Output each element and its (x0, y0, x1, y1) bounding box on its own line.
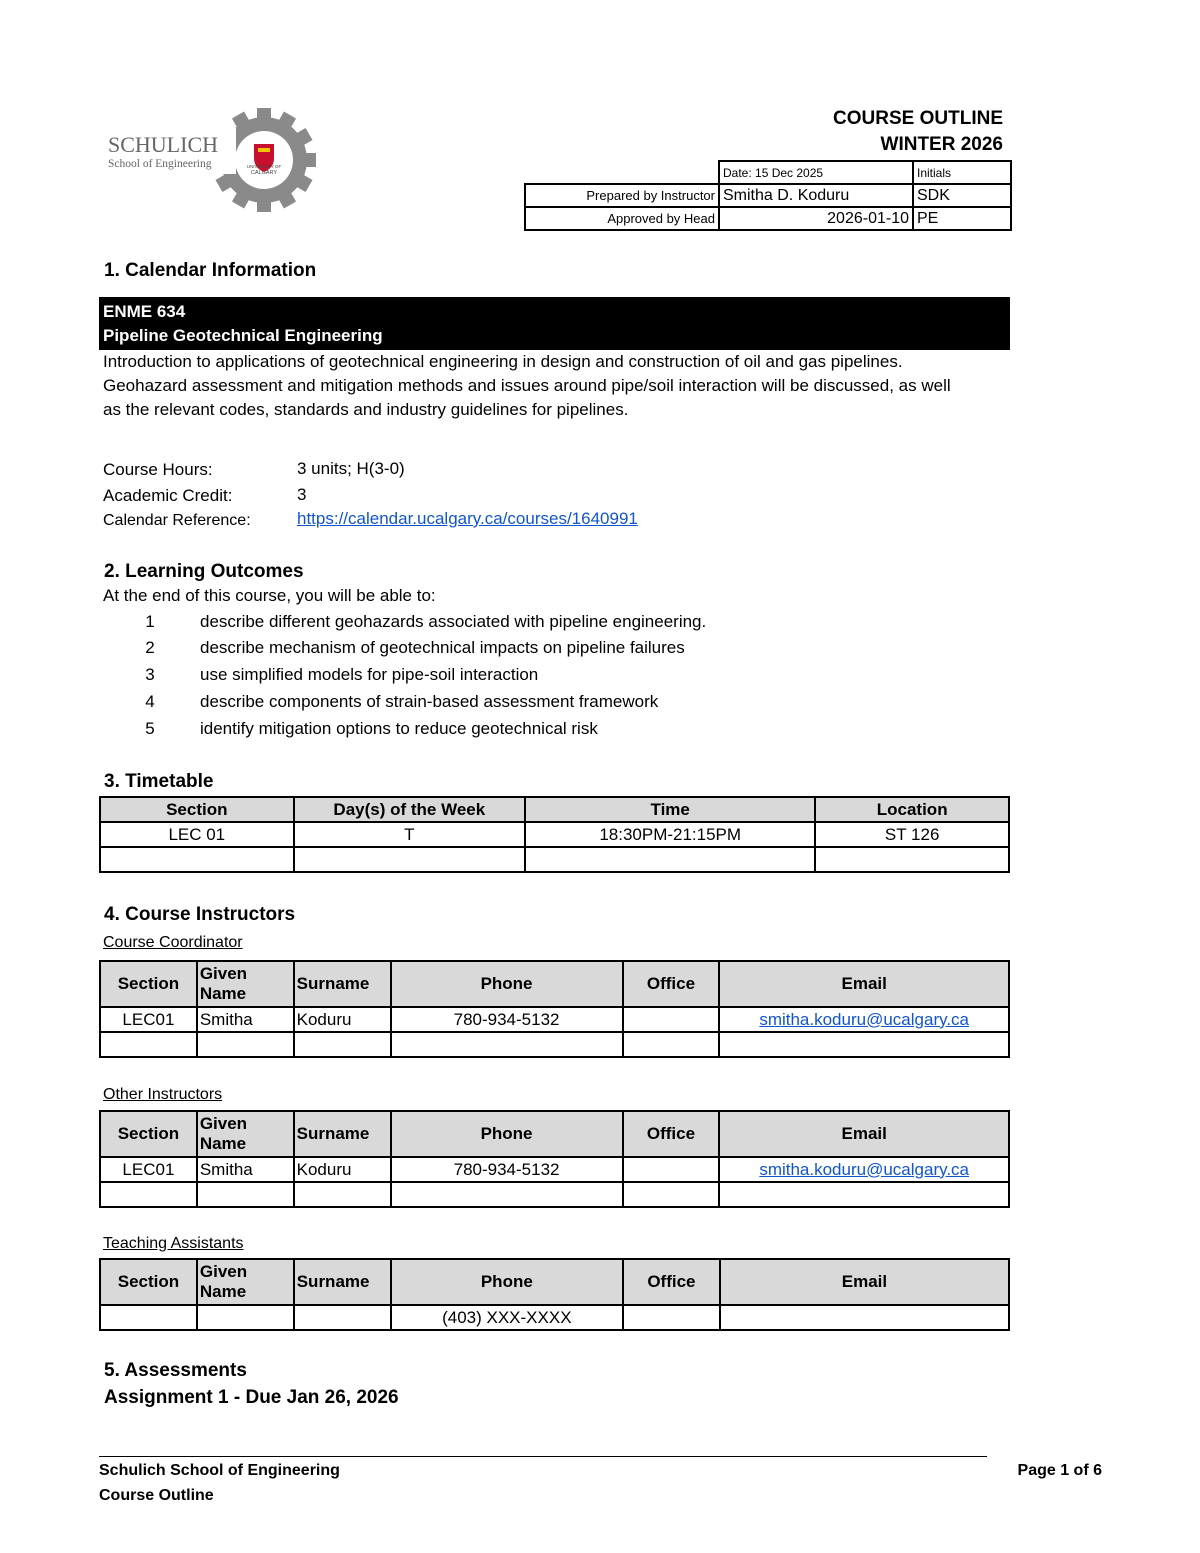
cell: LEC01 (100, 1007, 197, 1032)
cell (197, 1305, 294, 1330)
cell: 18:30PM-21:15PM (525, 822, 815, 847)
cell (294, 1305, 391, 1330)
outcome-text: identify mitigation options to reduce geotechnical risk (200, 719, 598, 738)
cell: LEC01 (100, 1157, 197, 1182)
prepared-name: Smitha D. Koduru (719, 184, 913, 207)
cell (294, 1182, 391, 1207)
assessments-heading: 5. Assessments (104, 1360, 247, 1381)
reference-label: Calendar Reference: (103, 512, 251, 529)
col-header: Given Name (197, 961, 294, 1007)
prepared-label: Prepared by Instructor (525, 184, 719, 207)
table-row (100, 1007, 1009, 1032)
credit-value: 3 (297, 485, 307, 504)
cell (719, 1182, 1009, 1207)
col-header: Surname (294, 1111, 391, 1157)
table-row (100, 1305, 1009, 1330)
cell: Koduru (294, 1007, 391, 1032)
table-row (100, 1157, 1009, 1182)
svg-text:UNIVERSITY OF: UNIVERSITY OF (246, 164, 282, 169)
cell (623, 1157, 720, 1182)
cell (623, 1032, 720, 1057)
hours-label: Course Hours: (103, 460, 213, 479)
outcome-text: describe mechanism of geotechnical impacts on pipeline failures (200, 638, 685, 657)
col-header: Surname (294, 961, 391, 1007)
cell (294, 847, 525, 872)
table-row (100, 1182, 1009, 1207)
other-instructors-table (99, 1110, 1010, 1208)
outcome-number: 2 (145, 638, 155, 657)
cell (525, 847, 815, 872)
approved-initials: PE (913, 207, 1011, 230)
course-title: Pipeline Geotechnical Engineering (103, 326, 383, 345)
col-header: Section (100, 961, 197, 1007)
col-header: Given Name (197, 1259, 294, 1305)
doc-title: COURSE OUTLINE (833, 108, 1003, 129)
svg-text:SCHULICH: SCHULICH (108, 132, 219, 157)
initials-header: Initials (913, 161, 1011, 184)
email-link[interactable]: smitha.koduru@ucalgary.ca (759, 1159, 970, 1179)
cell (197, 1032, 294, 1057)
col-header: Office (623, 961, 720, 1007)
col-header: Day(s) of the Week (294, 797, 525, 822)
col-header: Office (623, 1111, 720, 1157)
cell (197, 1182, 294, 1207)
col-header: Phone (391, 961, 623, 1007)
col-header: Location (815, 797, 1009, 822)
cell (391, 1182, 623, 1207)
cell (391, 1032, 623, 1057)
coordinator-label: Course Coordinator (103, 934, 243, 951)
cell: Smitha (197, 1007, 294, 1032)
timetable-heading: 3. Timetable (104, 771, 214, 792)
cell (100, 847, 294, 872)
outcome-text: describe components of strain-based assessment framework (200, 692, 659, 711)
outcome-text: use simplified models for pipe-soil interaction (200, 665, 539, 684)
col-header: Time (525, 797, 815, 822)
hours-value: 3 units; H(3-0) (297, 459, 405, 478)
cell (100, 1182, 197, 1207)
cell (100, 1032, 197, 1057)
cell: ST 126 (815, 822, 1009, 847)
col-header: Email (719, 1111, 1009, 1157)
cell: Koduru (294, 1157, 391, 1182)
cell (294, 1032, 391, 1057)
col-header: Given Name (197, 1111, 294, 1157)
table-row (100, 822, 1009, 847)
col-header: Section (100, 1111, 197, 1157)
cell (100, 1305, 197, 1330)
table-row (100, 847, 1009, 872)
col-header: Email (720, 1259, 1009, 1305)
other-instructors-label: Other Instructors (103, 1086, 223, 1103)
outcome-number: 4 (145, 692, 155, 711)
date-cell: Date: 15 Dec 2025 (719, 161, 913, 184)
svg-text:CALGARY: CALGARY (250, 170, 278, 176)
col-header: Office (623, 1259, 720, 1305)
cell (623, 1305, 720, 1330)
timetable-table (99, 796, 1010, 873)
outcomes-intro: At the end of this course, you will be able to: (103, 586, 436, 605)
col-header: Phone (391, 1111, 623, 1157)
outcome-text: describe different geohazards associated with pipeline engineering. (200, 612, 707, 631)
cell: T (294, 822, 525, 847)
assignment-1-heading: Assignment 1 - Due Jan 26, 2026 (104, 1387, 399, 1408)
approved-label: Approved by Head (525, 207, 719, 230)
footer-school: Schulich School of Engineering (99, 1462, 340, 1479)
teaching-assistants-label: Teaching Assistants (103, 1235, 244, 1252)
approval-table (524, 160, 1012, 231)
schulich-logo (104, 108, 326, 212)
table-row (100, 1032, 1009, 1057)
teaching-assistants-table (99, 1258, 1010, 1331)
col-header: Section (100, 1259, 197, 1305)
outcome-number: 1 (145, 612, 155, 631)
doc-term: WINTER 2026 (880, 134, 1003, 155)
gear-logo-icon (104, 108, 326, 212)
cell: (403) XXX-XXXX (391, 1305, 623, 1330)
prepared-initials: SDK (913, 184, 1011, 207)
email-link[interactable]: smitha.koduru@ucalgary.ca (759, 1009, 970, 1029)
cell (815, 847, 1009, 872)
col-header: Phone (391, 1259, 623, 1305)
outcomes-heading: 2. Learning Outcomes (104, 561, 304, 582)
outcome-number: 5 (145, 719, 155, 738)
cell (623, 1182, 720, 1207)
cell: 780-934-5132 (391, 1157, 623, 1182)
calendar-heading: 1. Calendar Information (104, 260, 317, 281)
cell: Smitha (197, 1157, 294, 1182)
outcome-number: 3 (145, 665, 155, 684)
course-code: ENME 634 (103, 302, 186, 321)
approved-date: 2026-01-10 (719, 207, 913, 230)
cell (720, 1305, 1009, 1330)
calendar-reference-link[interactable]: https://calendar.ucalgary.ca/courses/1640991 (297, 509, 638, 528)
cell: LEC 01 (100, 822, 294, 847)
instructors-heading: 4. Course Instructors (104, 904, 296, 925)
footer-divider (99, 1456, 987, 1457)
cell (719, 1032, 1009, 1057)
page-number: Page 1 of 6 (1017, 1462, 1102, 1479)
cell (623, 1007, 720, 1032)
course-description: Introduction to applications of geotechnical engineering in design and construction of oil and gas pipelines. Geohazard assessment and mitigation methods and issues around pipe/soil interaction will be discussed, as well as the relevant codes, standards and industry guidelines for pipelines. (103, 352, 951, 419)
coordinator-table (99, 960, 1010, 1058)
footer-doc-name: Course Outline (99, 1487, 214, 1504)
cell: 780-934-5132 (391, 1007, 623, 1032)
col-header: Email (719, 961, 1009, 1007)
svg-text:School of Engineering: School of Engineering (108, 158, 212, 170)
course-title-bar (99, 297, 1010, 350)
col-header: Section (100, 797, 294, 822)
credit-label: Academic Credit: (103, 486, 233, 505)
col-header: Surname (294, 1259, 391, 1305)
